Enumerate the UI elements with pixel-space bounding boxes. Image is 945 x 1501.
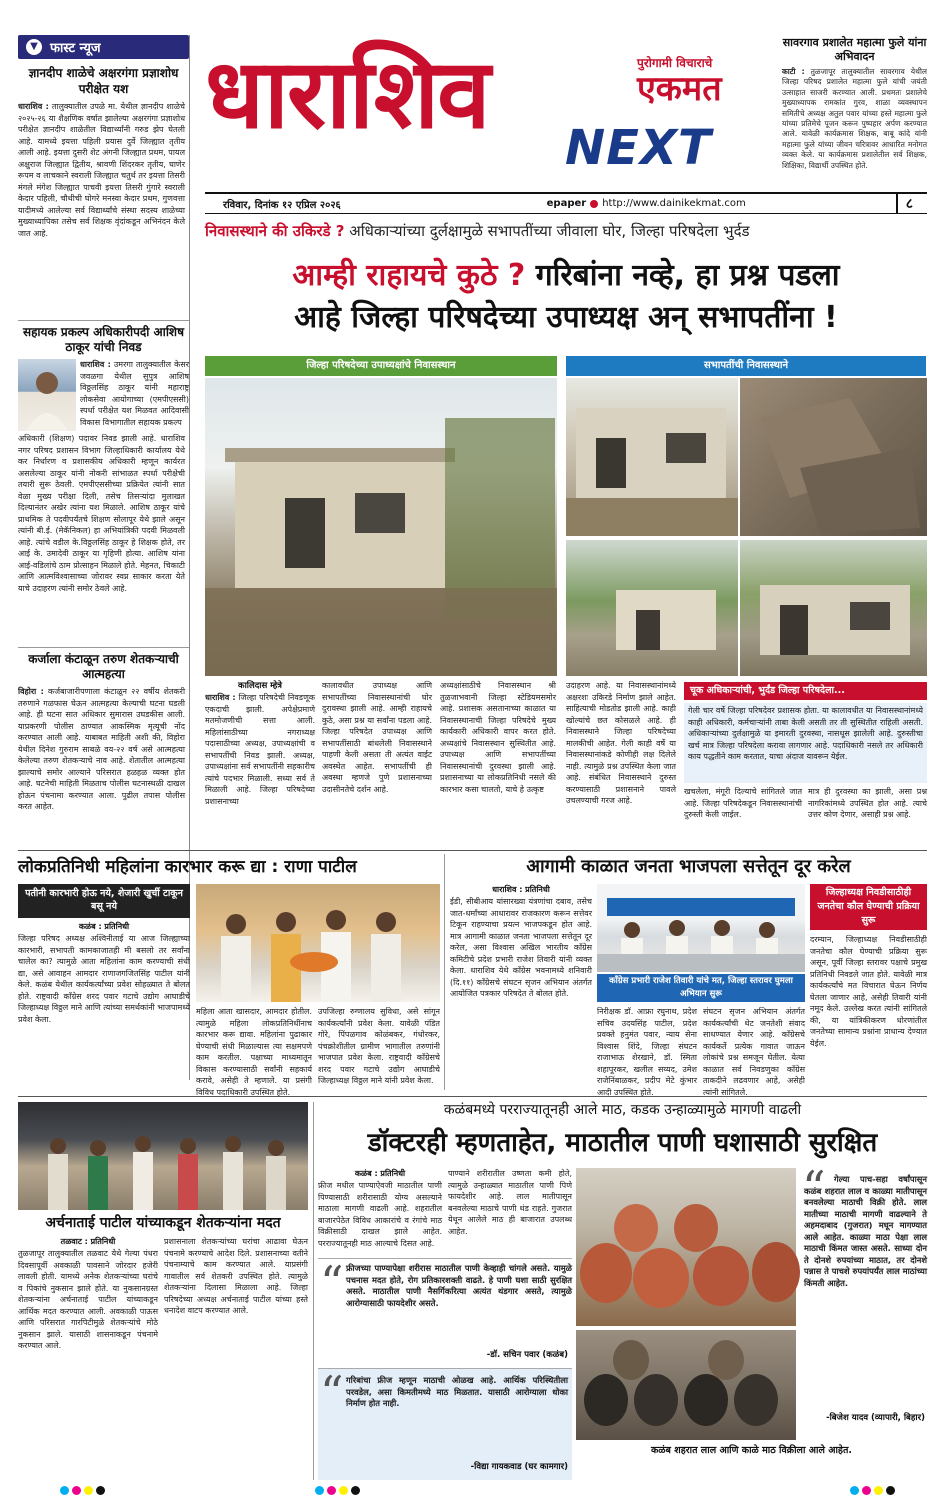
lead-sidebar-title: चूक अधिकाऱ्यांची, भुर्दंड जिल्हा परिषदेला...: [684, 682, 927, 700]
issue-date: रविवार, दिनांक १२ एप्रिल २०२६: [223, 199, 341, 211]
matha-pots-photo: [576, 1330, 796, 1440]
dateline-bar: [205, 192, 927, 214]
matha-col-1: फ्रीज मधील पाण्याऐवजी माठातील पाणी पिण्यासाठी शरीरासाठी योग्य असल्याने माठाला मागणी वाढली आहे. शहरातील बाजारपेठेत विविध आकारांचे व रंगांचे माठ विक्रीसाठी दाखल झाले आहेत. परराज्यातूनही माठ आल्याचे दिसत आहे.: [318, 1181, 442, 1248]
masthead-title: धाराशिव: [205, 38, 489, 150]
bjp-byline: धाराशिव : प्रतिनिधी: [492, 885, 550, 894]
black-dot: [886, 1486, 895, 1495]
lead-headline: आम्ही राहायचे कुठे ? गरिबांना नव्हे, हा प्रश्न पडला आहे जिल्हा परिषदेच्या उपाध्यक्ष अन् सभापतींना !: [292, 258, 840, 335]
epaper-label: epaper: [546, 198, 587, 209]
vice-president-residence-photo: [205, 378, 557, 676]
cyan-dot: [60, 1486, 69, 1495]
archana-byline: तळवाट : प्रतिनिधी: [60, 1237, 116, 1246]
magenta-dot: [862, 1486, 871, 1495]
rana-col-2: महिला आता खासदार, आमदार होतील. त्यामुळे महिला लोकप्रतिनिधींनाच कारभार करू द्यावा. महिलांना पुढाकार घेण्याची संधी मिळाल्यास त्या सक्षमपणे काम करतील. पक्षाच्या माध्यमातून विकास करण्यासाठी सर्वांनी सहकार्य करावे, असेही ते म्हणाले. या प्रसंगी विविध पदाधिकारी उपस्थित होते.: [196, 1007, 312, 1097]
quote-icon: “: [320, 1366, 344, 1420]
matha-quote-2: “ गरिबांचा फ्रीज म्हणून माठाची ओळख आहे. आर्थिक परिस्थितीला परवडेल, असा किमतीमध्ये माठ मिळतात. यासाठी आरोग्याला धोका निर्माण होत नाही. -विद्या गायकवाड (घर कामगार): [318, 1368, 572, 1480]
lead-col-4: उदाहरण आहे. या निवासस्थानांमध्ये अक्षरशः उकिरडे निर्माण झाले आहेत. साहित्याची मोडतोड झाली आहे. काही खोल्यांचे छत कोसळले आहे. ही निवासस्थाने जिल्हा परिषदेच्या मालकीची आहेत. गेली काही वर्षे या निवासस्थानांकडे कोणीही लक्ष दिलेले नाही. त्यामुळे प्रश्न उपस्थित केला जात आहे. संबंधित निवासस्थाने दुरुस्त करण्यासाठी प्रशासनाने पावले उचलण्याची गरज आहे.: [566, 681, 676, 805]
matha-quote-3: “ गेल्या पाच-सहा वर्षांपासून कळंब शहरात लाल व काळ्या मातीपासून बनवलेल्या माठाची विक्री होते. लाल मातीच्या माठाची मागणी वाढल्याने ते अहमदाबाद (गुजरात) मधून मागण्यात आले आहेत. काळ्या माठा पेक्षा लाल माठाची किंमत जास्त असते. साध्या दोन ते दोनशे रुपयांच्या माठात, तर दोनशे पन्नास ते पाचशे रुपयांपर्यंत लाल माठांच्या किंमती आहेत. -बिजेश यादव (व्यापारी, बिहार): [802, 1161, 927, 1423]
magenta-dot: [72, 1486, 81, 1495]
story-body: अधिकारी (शिक्षण) पदावर निवड झाली आहे. धाराशिव नगर परिषद प्रशासन विभाग जिल्हाधिकारी कार्यालय येथे कर निर्धारण व प्रशासकीय अधिकारी म्हणून कार्यरत असलेल्या ठाकूर यांनी नोकरी सांभाळत स्पर्धा परीक्षेची तयारी सुरू ठेवली. एमपीएससीच्या प्रक्रियेत त्यांनी सात वेळा मुख्य परीक्षा दिली, तसेच तिसऱ्यांदा मुलाखत दिल्यानंतर अखेर त्यांना यश मिळाले. आशिष ठाकूर यांचे प्राथमिक ते पदवीपर्यंतचे शिक्षण सोलापूर येथे झाले असून त्यांनी बी.ई. (मेकॅनिकल) हा अभियांत्रिकी पदवी मिळवली आहे. त्यांचे वडील के.विठ्ठलसिंह ठाकूर हे शिक्षक होते, तर आई के. उमादेवी ठाकूर या गृहिणी होत्या. आशिष यांना आई-वडिलांचे ठाम प्रोत्साहन मिळाले होते. मेहनत, चिकाटी आणि आत्मविश्वासाच्या जोरावर स्वप्न साकार करता येते याचे उदाहरण त्यांनी समोर ठेवले आहे.: [18, 434, 185, 593]
chairman-residence-photo-1: [566, 378, 738, 536]
lead-col-2: कालावधीत उपाध्यक्ष आणि सभापतींच्या निवासस्थानांची घोर दुरावस्था झाली आहे. आम्ही राहायचे कुठे, असा प्रश्न या सर्वांना पडला आहे. जिल्हा परिषदेत उपाध्यक्ष आणि सभापतींसाठी बांधलेली निवासस्थाने पाहणी केली असता ती अत्यंत वाईट अवस्थेत आहेत. सभापतींची ही अवस्था म्हणजे पुणे प्रशासनाच्या उदासीनतेचे दर्शन आहे.: [322, 681, 432, 794]
bjp-box-title: जिल्हाध्यक्ष निवडीसाठीही जनतेचा कौल घेण्याची प्रक्रिया सुरू: [810, 884, 927, 930]
column-divider: [444, 854, 445, 1090]
lead-sidebar-col-1: खचलेला, मंगूरी दिल्याचे सांगितले जात आहे. जिल्हा परिषदेकडून निवासस्थानांची दुरुस्ती केली जाईल.: [684, 787, 802, 819]
matha-byline: कळंब : प्रतिनिधी: [354, 1169, 406, 1178]
chairman-residence-photo-4: [740, 540, 927, 676]
bjp-press-photo: [597, 884, 805, 972]
lead-byline: कालिदास म्हेत्रे: [238, 681, 282, 691]
story-divider: [18, 320, 189, 321]
bjp-col-2: निरीक्षक डॉ. आफ्रा रघुनाथ, प्रदेश सचिव उदयसिंह पाटील, प्रदेश प्रवक्ते हनुमंत पवार, न्याय सेना विश्वास शिंदे, जिल्हा संघटन राजाभाऊ शेरखाने, डॉ. स्मिता शहापूरकर, खलील सय्यद, उमेश राजेनिंबाळकर, प्रदीप मेटे कुंभार आदी उपस्थित होते.: [597, 1007, 697, 1097]
matha-headline: डॉक्टरही म्हणताहेत, माठातील पाणी घशासाठी सुरक्षित: [367, 1128, 878, 1158]
quote-icon: “: [802, 1161, 826, 1215]
bjp-box-body: दरम्यान, जिल्हाध्यक्ष निवडीसाठीही जनतेचा कौल घेण्याची प्रक्रिया सुरू असून, पूर्वी जिल्हा स्तरावर पक्षाचे प्रमुख प्रतिनिधी निवडले जात होते. यावेळी मात्र कार्यकर्त्यांचे मत विचारात घेऊन निर्णय घेतला जाणार आहे, असेही तिवारी यांनी नमूद केले. उल्लेख करत त्यांनी सांगितले की, या यांत्रिकीकरण धोरणांतील जनतेच्या सामान्य प्रश्नांना प्राधान्य देण्यात येईल.: [810, 935, 927, 1048]
fast-news-header: ▼ फास्ट न्यूज: [18, 35, 189, 59]
story-title: ज्ञानदीप शाळेचे अक्षरगंगा प्रज्ञाशोध परीक्षेत यश: [28, 66, 179, 96]
chevron-down-icon: ▼: [26, 39, 42, 55]
story-title: कर्जाला कंटाळून तरुण शेतकऱ्याची आत्महत्या: [28, 652, 179, 681]
website-link[interactable]: http://www.dainikekmat.com: [602, 198, 746, 209]
chairman-residence-photo-2: [740, 378, 927, 536]
top-right-story: सावरगाव प्रशालेत महात्मा फुले यांना अभिवादन काटी : तुळजापूर तालुक्यातील सावरगाव येथील जिल्हा परिषद प्रशालेत महात्मा फुले यांची जयंती उत्साहात साजरी करण्यात आली. प्रथमतः प्रशालेचे मुख्याध्यापक रामकांत गुरव, शाळा व्यवस्थापन समितीचे अध्यक्ष अतुल पवार यांच्या हस्ते महात्मा फुले यांच्या प्रतिमेचे पूजन करून पुष्पहार अर्पण करण्यात आले. यावेळी कार्यक्रमास शिक्षक, बाबू कांदे यांनी महात्मा फुले यांच्या जीवन चरित्रावर आधारित मनोगत व्यक्त केले. या कार्यक्रमास प्रशालेतील सर्व शिक्षक, शिक्षिका, विद्यार्थी उपस्थित होते.: [782, 36, 927, 170]
story-title: सावरगाव प्रशालेत महात्मा फुले यांना अभिवादन: [782, 36, 927, 63]
rana-headline: लोकप्रतिनिधी महिलांना कारभार करू द्या : राणा पाटील: [18, 857, 357, 877]
magenta-dot: [327, 1486, 336, 1495]
next-logo: NEXT: [565, 120, 712, 176]
rana-sub: पतीनी कारभारी होऊ नये, शेजारी खुर्ची टाकून बसू नये: [18, 884, 190, 918]
cyan-dot: [850, 1486, 859, 1495]
archana-event-photo: [18, 1102, 308, 1210]
person-icon: [18, 359, 76, 431]
registration-marks-center: [315, 1486, 360, 1495]
archana-body: तुळजापूर तालुक्यातील तळवाट येथे गेल्या पंधरा दिवसापूर्वी अवकाळी पावसाने जोरदार हजेरी लावली होती. यामध्ये अनेक शेतकऱ्यांच्या घरांचे व पिकांचे नुकसान झाले होते. या नुकसानग्रस्त शेतकऱ्यांना अर्चनाताई पाटील यांच्याकडून आर्थिक मदत करण्यात आली. अवकाळी पाऊस आणि परिसरात गारपिटीमुळे शेतकऱ्यांचे मोठे नुकसान झाले. यासाठी शासनाकडून पंचनामे करण्यात आले.: [18, 1249, 158, 1350]
story-divider: [18, 647, 189, 648]
story-title: सहायक प्रकल्प अधिकारीपदी आशिष ठाकूर यांची निवड: [22, 325, 185, 354]
rana-col-3: उपजिल्हा रुग्णालय सुविधा, असे सांगून कार्यकर्त्यांनी प्रवेश केला. यावेळी पंडित गोरे, पिंपळगाव कोळंबकर, गंधोरकर, पंचक्रोशीतील ग्रामीण भागातील तरुणांनी भाजपात प्रवेश केला. राष्ट्रवादी काँग्रेसचे शरद पवार गटाचे उद्योग आघाडीचे जिल्हाध्यक्ष विठ्ठल माने यांनी प्रवेश केला.: [318, 1007, 440, 1085]
lead-sidebar-body: गेली चार वर्षे जिल्हा परिषदेवर प्रशासक होता. या कालावधीत या निवासस्थानांमध्ये काही अधिकारी, कर्मचाऱ्यांनी ताबा केली असती तर ती सुस्थितीत राहिली असती. अधिकाऱ्यांच्या दुर्लक्षामुळे या इमारती दुरवस्था, नासधूस झालेली आहे. दुरुस्तीचा खर्च मात्र जिल्हा परिषदेला करावा लागणार आहे. पदाधिकारी नसले तर अधिकारी काय पद्धतीने काम करतात, याचा अंदाज यावरून येईल.: [684, 703, 927, 783]
bjp-sub: काँग्रेस प्रभारी राजेश तिवारी यांचे मत, जिल्हा स्तरावर घुमला अभियान सुरू: [597, 974, 805, 1002]
yellow-dot: [339, 1486, 348, 1495]
photo-label-left: जिल्हा परिषदेच्या उपाध्यक्षांचे निवासस्थान: [205, 356, 557, 376]
masthead: [205, 40, 765, 180]
bjp-body: ईडी, सीबीआय यांसारख्या यंत्रणांचा दबाव, तसेच जात-धर्मांच्या आधारावर राजकारण करून सत्तेवर टिकून राहण्याचा प्रयत्न भाजपकडून होत आहे. मात्र आगामी काळात जनता भाजपला सत्तेतून दूर करेल, असा विश्वास अखिल भारतीय काँग्रेस कमिटीचे प्रदेश प्रभारी राजेश तिवारी यांनी व्यक्त केला. धाराशिव येथे काँग्रेस भवनामध्ये शनिवारी (दि.११) काँग्रेसचे संघटन सृजन अभियान अंतर्गत आयोजित पत्रकार परिषदेत ते बोलत होते.: [450, 897, 592, 998]
black-dot: [96, 1486, 105, 1495]
rana-byline: कळंब : प्रतिनिधी: [78, 922, 130, 931]
bjp-col-3: संघटन सृजन अभियान अंतर्गत कार्यकर्त्यांची थेट जनतेशी संवाद साधण्यात येणार आहे. काँग्रेसचे कार्यकर्ते प्रत्येक गावात जाऊन लोकांचे प्रश्न समजून घेतील. येत्या काळात सर्व निवडणुका काँग्रेस ताकदीने लढवणार आहे, असेही त्यांनी सांगितले.: [703, 1007, 805, 1097]
lead-col-3: अध्यक्षांसाठीचे निवासस्थान श्री तुळजाभवानी जिल्हा स्टेडियमसमोर आहे. प्रशासक असतानाच्या काळात या निवासस्थानाची जिल्हा परिषदेचे मुख्य कार्यकारी अधिकारी वापर करत होते. अध्यक्षांचे निवासस्थान सुस्थितीत आहे. उपाध्यक्ष आणि सभापतींच्या निवासस्थानांची दुरवस्था झाली आहे. प्रशासनाच्या या लोकप्रतिनिधी नसले की कारभार कसा चालतो, याचे हे उत्कृष्ट: [440, 681, 556, 794]
archana-headline: अर्चनाताई पाटील यांच्याकडून शेतकऱ्यांना मदत: [45, 1215, 281, 1231]
lead-kicker: निवासस्थाने की उकिरडे ? अधिकाऱ्यांच्या दुर्लक्षामुळे सभापतींच्या जीवाला घोर, जिल्हा परिषदेला भुर्दड: [205, 222, 750, 240]
column-divider: [313, 1102, 314, 1480]
matha-col-2: पाण्याने शरीरातील उष्णता कमी होते, त्यामुळे उन्हाळ्यात माठातील पाणी पिणे फायदेशीर आहे. लाल मातीपासून बनवलेल्या माठाचे पाणी थंड राहते. गुजरात येथून आलेले माठ ही बाजारात उपलब्ध आहेत.: [448, 1169, 572, 1236]
matha-kicker: कळंबमध्ये परराज्यातूनही आले माठ, कडक उन्हाळ्यामुळे मागणी वाढली: [443, 1102, 802, 1118]
lead-col-1: धाराशिव : जिल्हा परिषदेची निवडणूक एकदाची झाली. अपेक्षेप्रमाणे मतमोजणीची सत्ता आली. महिलांसाठीच्या नगराध्यक्ष पदासाठीच्या अध्यक्ष, उपाध्यक्षांची व सभापतींची निवड झाली. अध्यक्ष, उपाध्यक्षांना सर्व सभापतींनी सहकारीच त्यांचे पदभार मिळाली. सध्या सर्व ते मिळाली आहे. जिल्हा परिषदेच्या प्रशासनाच्या: [205, 693, 316, 806]
globe-icon: [590, 200, 598, 208]
matha-photo-caption: कळंब शहरात लाल आणि काळे माठ विक्रीला आले आहेत.: [650, 1445, 852, 1456]
yellow-dot: [84, 1486, 93, 1495]
rana-body: जिल्हा परिषद अध्यक्ष अश्विनीताई या आज जिल्ह्याच्या कारभारी, सभापती कामकाजातही मी बसलो तर सर्वांना चालेल का? त्यामुळे आता महिलांना काम करण्याची संधी द्या, असे आवाहन आमदार राणाजगजितसिंह पाटील यांनी केले. कळंब येथील कार्यकर्त्यांच्या प्रवेश सोहळ्यात ते बोलत होते. राष्ट्रवादी काँग्रेस शरद पवार गटाचे उद्योग आघाडीचे जिल्हाध्यक्ष विठ्ठल माने आणि त्यांच्या समर्थकांनी भाजपामध्ये प्रवेश केला.: [18, 934, 190, 1024]
photo-label-right: सभापतींची निवासस्थाने: [566, 356, 926, 376]
lead-sidebar-col-2: मात्र ही दुरवस्था का झाली, असा प्रश्न नागरिकांमध्ये उपस्थित होत आहे. त्याचे उत्तर कोण देणार, असाही प्रश्न आहे.: [808, 787, 927, 819]
bjp-headline: आगामी काळात जनता भाजपला सत्तेतून दूर करेल: [526, 856, 851, 877]
fast-news-column: ▼ फास्ट न्यूज ज्ञानदीप शाळेचे अक्षरगंगा प्रज्ञाशोध परीक्षेत यश धाराशिव : तालुक्यातील उपळे मा. येथील ज्ञानदीप शाळेचे २०२५-२६ या शैक्षणिक वर्षात झालेल्या अक्षरगंगा प्रज्ञाशोध परीक्षेत ज्ञानदीप शाळेतील विद्यार्थ्यांनी गरुड झेप घेतली आहे. यामध्ये इयत्ता पहिली प्रयास दुर्वे जिल्ह्यात तृतीय आली आहे. इयत्ता दुसरी शेट अंगनी जिल्ह्यात प्रथम, पायल अक्षुराज जिल्ह्यात द्वितीय, श्रावणी शिंदरकर तृतीय, घाणेर रूपम व लाचकाने स्वराली जिल्ह्यात चतुर्थ तर इयत्ता तिसरी मंगले मंगेश जिल्ह्यात पाचवी इयत्ता तिसरी गुंगारे स्वराली केदार पहिली, चौथीची घोगरे मनस्वा केदार प्रथम, गुणवत्ता यादीमध्ये आलेल्या सर्व विद्यार्थ्यांचे संस्था सदस्य शाळेच्या मुख्याध्यापिका तसेच सर्व शिक्षक वृंदांकडून अभिनंदन केले जात आहे. सहायक प्रकल्प अधिकारीपदी आशिष ठाकूर यांची निवड धाराशिव : उमरगा तालुक्यातील केसर जवळगा येथील सुपुत्र आशिष विठ्ठलसिंह ठाकूर यांनी महाराष्ट्र लोकसेवा आयोगाच्या (एमपीएससी) स्पर्धा परीक्षेत यश मिळवत आदिवासी विकास विभागातील सहायक प्रकल्प अधिकारी (शिक्षण) पदावर निवड झाली आहे. धाराशिव नगर परिषद प्रशासन विभाग जिल्हाधिकारी कार्यालय येथे कर निर्धारण व प्रशासकीय अधिकारी म्हणून कार्यरत असलेल्या ठाकूर यांनी नोकरी सांभाळत स्पर्धा परीक्षेची तयारी सुरू ठेवली. एमपीएससीच्या प्रक्रियेत त्यांनी सात वेळा मुख्य परीक्षा दिली, तसेच तिसऱ्यांदा मुलाखत दिल्यानंतर अखेर त्यांना यश मिळाले. आशिष ठाकूर यांचे प्राथमिक ते पदवीपर्यंतचे शिक्षण सोलापूर येथे झाले असून त्यांनी बी.ई. (मेकॅनिकल) हा अभियांत्रिकी पदवी मिळवली आहे. त्यांचे वडील के.विठ्ठलसिंह ठाकूर हे शिक्षक होते, तर आई के. उमादेवी ठाकूर या गृहिणी होत्या. आशिष यांना आई-वडिलांचे ठाम प्रोत्साहन मिळाले होते. मेहनत, चिकाटी आणि आत्मविश्वासाच्या जोरावर स्वप्न साकार करता येते याचे उदाहरण त्यांनी समोर ठेवले आहे. कर्जाला कंटाळून तरुण शेतकऱ्याची आत्महत्या विहोरा : कर्जबाजारीपणाला कंटाळून २२ वर्षीय शेतकरी तरुणाने गळफास घेऊन आत्महत्या केल्याची घटना घडली आहे. ही घटना सात अधिकार सुमारास उघडकीस आली. याप्रकरणी पोलीस ठाण्यात आकस्मिक मृत्यूची नोंद करण्यात आली आहे. याबाबत माहिती अशी की, विहोरा येथील दिनेश गुरुराम साबळे वय-२२ वर्ष असे आत्महत्या केलेल्या तरुण शेतकऱ्याचे नाव आहे. शेतातील आत्महत्या झाल्याचे समोर आल्याने परिसरात हळहळ व्यक्त होत आहे. घटनेची माहिती मिळताच पोलीस घटनास्थळी दाखल होऊन पंचनामा करण्यात आला. पुढील तपास पोलीस करत आहेत.: [18, 35, 190, 1080]
section-divider: [18, 1096, 927, 1097]
archana-col-2: प्रशासनाला शेतकऱ्यांच्या घरांचा आढावा घेऊन पंचनामे करण्याचे आदेश दिले. प्रशासनाच्या वतीने पंचनाम्याचे काम करण्यात आले. याप्रसंगी गावातील सर्व शेतकरी उपस्थित होते. त्यामुळे शेतकऱ्यांना दिलासा मिळाला आहे. जिल्हा परिषदेच्या अध्यक्ष अर्चनाताई पाटील यांच्या हस्ते धनादेश वाटप करण्यात आले.: [164, 1237, 308, 1315]
black-dot: [351, 1486, 360, 1495]
story-body: धाराशिव : तालुक्यातील उपळे मा. येथील ज्ञानदीप शाळेचे २०२५-२६ या शैक्षणिक वर्षात झालेल्या अक्षरगंगा प्रज्ञाशोध परीक्षेत ज्ञानदीप शाळेतील विद्यार्थ्यांनी गरुड झेप घेतली आहे. यामध्ये इयत्ता पहिली प्रयास दुर्वे जिल्ह्यात तृतीय आली आहे. इयत्ता दुसरी शेट अंगनी जिल्ह्यात प्रथम, पायल अक्षुराज जिल्ह्यात द्वितीय, श्रावणी शिंदरकर तृतीय, घाणेर रूपम व लाचकाने स्वराली जिल्ह्यात चतुर्थ तर इयत्ता तिसरी मंगले मंगेश जिल्ह्यात पाचवी इयत्ता तिसरी गुंगारे स्वराली केदार पहिली, चौथीची घोगरे मनस्वा केदार प्रथम, गुणवत्ता यादीमध्ये आलेल्या सर्व विद्यार्थ्यांचे संस्था सदस्य शाळेच्या मुख्याध्यापिका तसेच सर्व शिक्षक वृंदांकडून अभिनंदन केले जात आहे.: [18, 102, 186, 238]
registration-marks-left: [60, 1486, 105, 1495]
matha-quote-1: “ फ्रीजच्या पाण्यापेक्षा शरीरास माठातील पाणी केव्हाही चांगले असते. यामुळे पचनास मदत होते, रोग प्रतिकारशक्ती वाढते. हे पाणी घशा साठी सुरक्षित असते. माठातील पाणी नैसर्गिकरित्या अत्यंत थंडगार असते, त्यामुळे आरोग्यासाठी फायदेशीर असते. -डॉ. सचिन पवार (कळंब): [318, 1258, 572, 1364]
chairman-residence-photo-3: [566, 540, 738, 676]
matha-stall-photo: [576, 1168, 796, 1326]
yellow-dot: [874, 1486, 883, 1495]
story-body: विहोरा : कर्जबाजारीपणाला कंटाळून २२ वर्षीय शेतकरी तरुणाने गळफास घेऊन आत्महत्या केल्याची घटना घडली आहे. ही घटना सात अधिकार सुमारास उघडकीस आली. याप्रकरणी पोलीस ठाण्यात आकस्मिक मृत्यूची नोंद करण्यात आली आहे. याबाबत माहिती अशी की, विहोरा येथील दिनेश गुरुराम साबळे वय-२२ वर्ष असे आत्महत्या केलेल्या तरुण शेतकऱ्याचे नाव आहे. शेतातील आत्महत्या झाल्याचे समोर आल्याने परिसरात हळहळ व्यक्त होत आहे. घटनेची माहिती मिळताच पोलीस घटनास्थळी दाखल होऊन पंचनामा करण्यात आला. पुढील तपास पोलीस करत आहेत.: [18, 687, 186, 811]
quote-icon: “: [320, 1256, 344, 1310]
rana-event-photo: [196, 884, 440, 1002]
cyan-dot: [315, 1486, 324, 1495]
registration-marks-right: [850, 1486, 895, 1495]
masthead-brand: एकमत: [637, 69, 722, 109]
masthead-tagline: पुरोगामी विचाराचे: [637, 56, 713, 70]
portrait-photo: [18, 359, 76, 431]
section-divider: [18, 850, 927, 851]
page-number: ८: [896, 194, 913, 213]
